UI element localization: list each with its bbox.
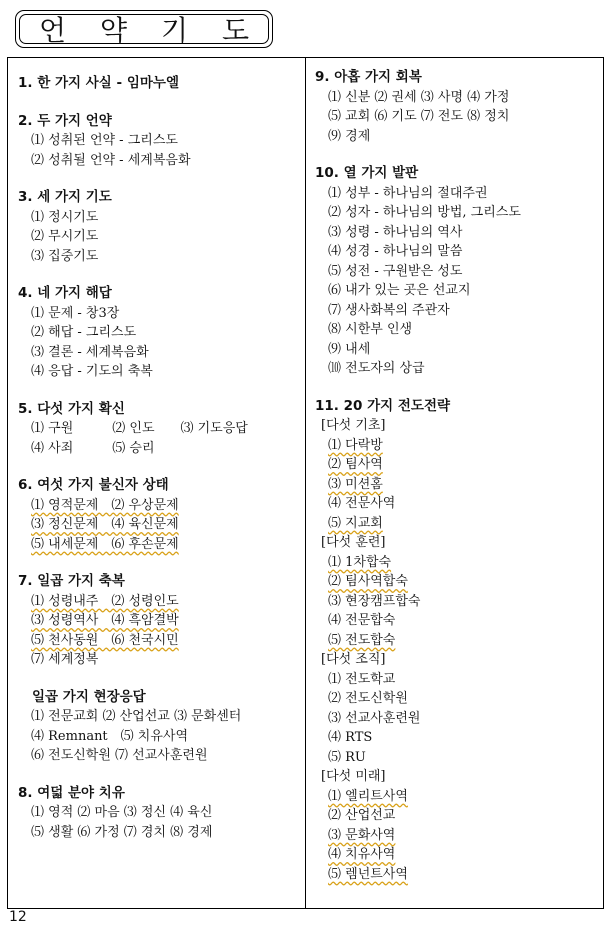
section [315, 397, 599, 885]
section [18, 688, 302, 766]
list-item: ⑴ 성취된 언약 - 그리스도 [31, 133, 178, 148]
list-item: ⑴ 전도학교 [328, 671, 396, 687]
section-title: 9. 아홉 가지 회복 [315, 69, 422, 85]
list-item: ⑷ RTS [328, 730, 373, 745]
list-item: ⑼ 내세 [328, 341, 371, 357]
list-item: ⑷ 전문합숙 [328, 613, 396, 628]
list-item: ⑶ 선교사훈련원 [328, 710, 421, 726]
section-title: 10. 열 가지 발판 [315, 165, 419, 181]
group-label: [다섯 기초] [321, 418, 386, 433]
list-item: ⑸ 생활 ⑹ 가정 ⑺ 경치 ⑻ 경제 [31, 824, 213, 840]
list-item: ⑴ 구원 ⑵ 인도 ⑶ 기도응답 [31, 421, 248, 436]
section [315, 68, 599, 146]
list-item: ⑴ 다락방 [328, 437, 383, 453]
list-item: ⑷ 성경 - 하나님의 말씀 [328, 244, 463, 259]
list-item: ⑵ 팀사역합숙 [328, 574, 408, 589]
list-item: ⑵ 팀사역 [328, 457, 383, 472]
list-item: ⑴ 전문교회 ⑵ 산업선교 ⑶ 문화센터 [31, 709, 242, 724]
section-title: 7. 일곱 가지 축복 [18, 573, 125, 589]
section [315, 164, 599, 379]
list-item: ⑽ 전도자의 상급 [328, 361, 425, 376]
list-item: ⑸ 천사동원 ⑹ 천국시민 [31, 632, 179, 648]
list-item: ⑷ 치유사역 [328, 847, 396, 862]
list-item: ⑴ 정시기도 [31, 209, 99, 225]
list-item: ⑵ 성자 - 하나님의 방법, 그리스도 [328, 205, 521, 220]
list-item: ⑷ 사죄 ⑸ 승리 [31, 440, 155, 456]
list-item: ⑴ 문제 - 창3장 [31, 305, 120, 321]
section-title: 8. 여덟 분야 치유 [18, 784, 125, 801]
section [18, 572, 302, 670]
list-item: ⑵ 해답 - 그리스도 [31, 325, 137, 340]
section-title: 2. 두 가지 언약 [18, 112, 112, 129]
section-title: 일곱 가지 현장응답 [32, 688, 146, 705]
section [18, 74, 302, 94]
list-item: ⑵ 무시기도 [31, 229, 99, 244]
list-item: ⑹ 전도신학원 ⑺ 선교사훈련원 [31, 748, 208, 763]
list-item: ⑸ 전도합숙 [328, 632, 396, 648]
section-title: 6. 여섯 가지 불신자 상태 [18, 477, 169, 493]
group-label: [다섯 훈련] [321, 535, 386, 550]
list-item: ⑶ 미션홈 [328, 476, 383, 492]
list-item: ⑴ 엘리트사역 [328, 788, 408, 804]
section-title: 3. 세 가지 기도 [18, 189, 112, 205]
list-item: ⑼ 경제 [328, 128, 371, 144]
title-char: 언 [38, 14, 67, 47]
list-item: ⑸ 성전 - 구원받은 성도 [328, 263, 463, 279]
section [18, 400, 302, 459]
list-item: ⑺ 세계정복 [31, 652, 99, 667]
section [18, 284, 302, 382]
list-item: ⑵ 성취될 언약 - 세계복음화 [31, 152, 191, 168]
section-title: 5. 다섯 가지 확신 [18, 400, 125, 417]
left-column [18, 74, 302, 860]
list-item: ⑴ 성령내주 ⑵ 성령인도 [31, 593, 179, 609]
list-item: ⑶ 성령 - 하나님의 역사 [328, 224, 463, 240]
section-title: 11. 20 가지 전도전략 [315, 397, 451, 414]
right-column [315, 68, 599, 902]
list-item: ⑸ 교회 ⑹ 기도 ⑺ 전도 ⑻ 정치 [328, 109, 510, 124]
section [18, 476, 302, 554]
list-item: ⑶ 문화사역 [328, 827, 396, 843]
page-number: 12 [9, 909, 27, 925]
group-label: [다섯 조직] [321, 652, 386, 667]
list-item: ⑶ 현장캠프합숙 [328, 593, 421, 609]
section [18, 784, 302, 843]
list-item: ⑷ 응답 - 기도의 축복 [31, 364, 153, 379]
list-item: ⑶ 결론 - 세계복음화 [31, 344, 149, 360]
list-item: ⑴ 영적문제 ⑵ 우상문제 [31, 497, 179, 513]
section [18, 112, 302, 171]
list-item: ⑴ 성부 - 하나님의 절대주권 [328, 185, 488, 201]
list-item: ⑹ 내가 있는 곳은 선교지 [328, 283, 471, 298]
list-item: ⑶ 정신문제 ⑷ 육신문제 [31, 517, 179, 532]
list-item: ⑺ 생사화복의 주관자 [328, 302, 450, 318]
list-item: ⑸ RU [328, 749, 366, 765]
list-item: ⑸ 내세문제 ⑹ 후손문제 [31, 536, 179, 552]
section-title: 4. 네 가지 해답 [18, 285, 112, 301]
list-item: ⑴ 영적 ⑵ 마음 ⑶ 정신 ⑷ 육신 [31, 805, 213, 820]
list-item: ⑸ 지교회 [328, 515, 383, 531]
column-divider [305, 57, 306, 909]
list-item: ⑻ 시한부 인생 [328, 322, 413, 337]
list-item: ⑸ 렘넌트사역 [328, 866, 408, 882]
list-item: ⑵ 전도신학원 [328, 691, 408, 706]
page-title [15, 10, 273, 48]
list-item: ⑷ 전문사역 [328, 496, 396, 511]
list-item: ⑴ 1차합숙 [328, 554, 392, 570]
list-item: ⑶ 집중기도 [31, 248, 99, 264]
section [18, 188, 302, 266]
title-char: 기 [160, 14, 189, 47]
list-item: ⑷ Remnant ⑸ 치유사역 [31, 728, 189, 744]
title-char: 도 [221, 14, 250, 47]
list-item: ⑶ 성령역사 ⑷ 흑암결박 [31, 613, 179, 628]
group-label: [다섯 미래] [321, 769, 386, 784]
list-item: ⑵ 산업선교 [328, 808, 396, 823]
section-title: 1. 한 가지 사실 - 임마누엘 [18, 75, 179, 91]
list-item: ⑴ 신분 ⑵ 권세 ⑶ 사명 ⑷ 가정 [328, 89, 510, 105]
title-char: 약 [99, 14, 128, 47]
